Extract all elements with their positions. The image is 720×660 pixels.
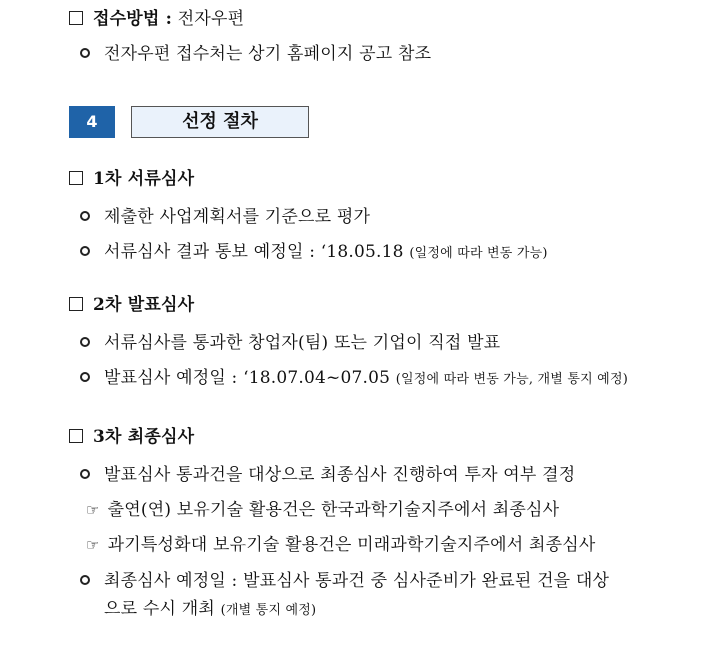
stage3-item <box>80 570 609 592</box>
stage3-subitem <box>86 534 596 556</box>
stage3-item2-note: (개별 통지 예정) <box>220 603 317 618</box>
circle-bullet-icon <box>80 469 90 479</box>
stage1-item2-note: (일정에 따라 변동 가능) <box>409 246 548 261</box>
stage2-item2-note: (일정에 따라 변동 가능, 개별 통지 예정) <box>395 372 628 387</box>
stage2-heading <box>69 294 194 316</box>
circle-bullet-icon <box>80 246 90 256</box>
stage3-item1-text: 발표심사 통과건을 대상으로 최종심사 진행하여 투자 여부 결정 <box>104 465 576 485</box>
receipt-item-text: 전자우편 접수처는 상기 홈페이지 공고 참조 <box>104 44 432 64</box>
stage2-item2-main: 발표심사 예정일 : ‘18.07.04~07.05 <box>104 368 391 388</box>
stage3-item-continuation <box>104 598 316 622</box>
stage1-item1-text: 제출한 사업계획서를 기준으로 평가 <box>104 207 371 227</box>
stage3-sub2-text: 과기특성화대 보유기술 활용건은 미래과학기술지주에서 최종심사 <box>107 535 596 555</box>
stage3-item <box>80 464 575 486</box>
stage2-item <box>80 332 500 354</box>
stage1-item2-main: 서류심사 결과 통보 예정일 : ‘18.05.18 <box>104 242 404 262</box>
circle-bullet-icon <box>80 372 90 382</box>
receipt-heading-value: 전자우편 <box>177 9 245 29</box>
checkbox-square-icon <box>69 429 83 443</box>
section-number: 4 <box>69 106 115 138</box>
receipt-item <box>80 43 431 65</box>
stage1-item <box>80 206 370 228</box>
stage1-heading <box>69 168 194 190</box>
receipt-heading-label: 접수방법 : <box>93 9 173 29</box>
section-title: 선정 절차 <box>131 106 309 138</box>
circle-bullet-icon <box>80 337 90 347</box>
pointing-hand-icon: ☞ <box>86 501 100 519</box>
stage1-item <box>80 241 548 265</box>
stage3-heading-text: 3차 최종심사 <box>93 427 195 447</box>
checkbox-square-icon <box>69 171 83 185</box>
stage1-heading-text: 1차 서류심사 <box>93 169 195 189</box>
checkbox-square-icon <box>69 297 83 311</box>
pointing-hand-icon: ☞ <box>86 536 100 554</box>
stage2-item1-text: 서류심사를 통과한 창업자(팀) 또는 기업이 직접 발표 <box>104 333 501 353</box>
stage2-heading-text: 2차 발표심사 <box>93 295 195 315</box>
circle-bullet-icon <box>80 575 90 585</box>
stage3-item2-line2: 으로 수시 개최 <box>104 599 215 619</box>
stage3-heading <box>69 426 194 448</box>
stage2-item <box>80 367 628 391</box>
receipt-heading <box>69 8 244 30</box>
stage3-subitem <box>86 499 559 521</box>
circle-bullet-icon <box>80 211 90 221</box>
circle-bullet-icon <box>80 48 90 58</box>
checkbox-square-icon <box>69 11 83 25</box>
stage3-sub1-text: 출연(연) 보유기술 활용건은 한국과학기술지주에서 최종심사 <box>107 500 560 520</box>
stage3-item2-line1: 최종심사 예정일 : 발표심사 통과건 중 심사준비가 완료된 건을 대상 <box>104 571 610 591</box>
